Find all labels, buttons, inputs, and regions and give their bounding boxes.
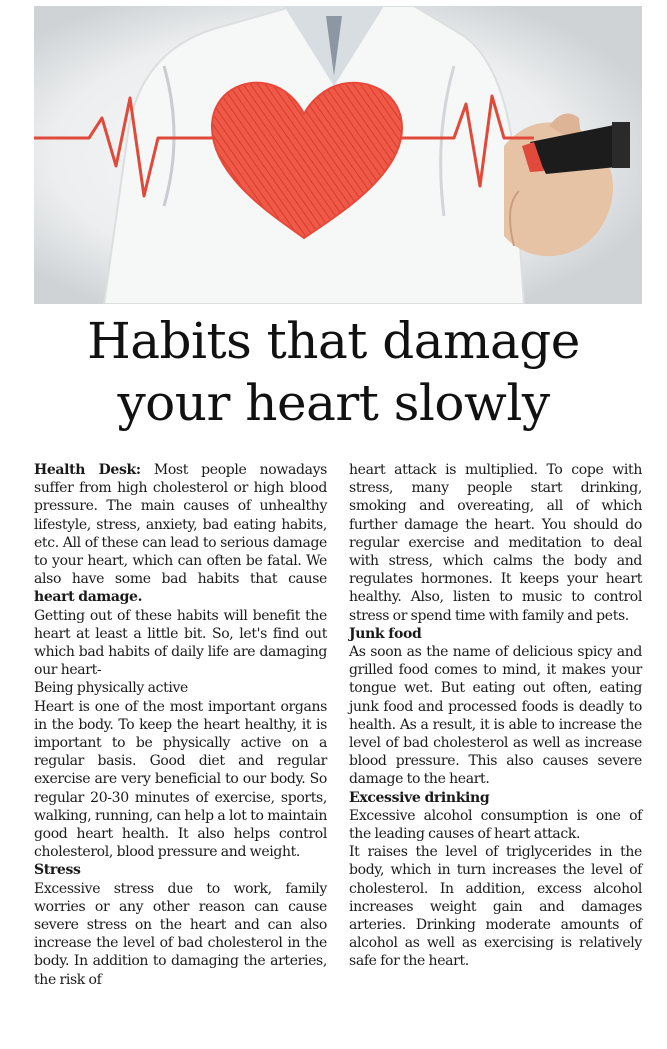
headline-line-1: Habits that damage [87, 312, 580, 370]
subheading-junk-food: Junk food [349, 625, 422, 642]
hero-illustration [34, 6, 642, 304]
intro-lead: Health Desk: [34, 462, 141, 478]
intro-paragraph [34, 461, 327, 607]
article-body [34, 461, 642, 1041]
article-column-right [349, 461, 642, 1041]
headline [0, 310, 667, 434]
paragraph-drinking-part2: It raises the level of triglycerides in the body, which in turn increases the level of cholesterol. In addition, excess alcohol increases weight gain and damages arteries. Drinking moderate amounts of alcohol as well as exercising is relatively safe for the heart. [349, 844, 642, 970]
paragraph-bad-habits: Getting out of these habits will benefit the heart at least a little bit. So, let's find out which bad habits of daily life are damaging our heart- [34, 607, 327, 679]
paragraph-physically-active: Heart is one of the most important organs in the body. To keep the heart healthy, it is important to be physically active on a regular basis. Good diet and regular exercise are very beneficial to our body. So regular 20-30 minutes of exercise, sports, walking, running, can help a lot to maintain good heart health. It also helps control cholesterol, blood pressure and weight. [34, 698, 327, 861]
paragraph-drinking-part1: Excessive alcohol consumption is one of the leading causes of heart attack. [349, 807, 642, 843]
hero-image [34, 6, 642, 304]
subheading-physically-active: Being physically active [34, 680, 188, 697]
intro-text: Most people nowadays suffer from high cholesterol or high blood pressure. The main causes of unhealthy lifestyle, stress, anxiety, bad eating habits, etc. All of these can lead to serious damage to your heart, which can often be fatal. We also have some bad habits that cause [34, 462, 327, 588]
paragraph-stress-part1: Excessive stress due to work, family worries or any other reason can cause severe stress on the heart and can also increase the level of bad cholesterol in the body. In addition to damaging the arteries, the risk of [34, 880, 327, 988]
intro-bold: heart damage. [34, 589, 143, 606]
paragraph-junk-food: As soon as the name of delicious spicy and grilled food comes to mind, it makes your tongue wet. But eating out often, eating junk food and processed foods is deadly to health. As a result, it is able to increase the level of bad cholesterol as well as increase blood pressure. This also causes severe damage to the heart. [349, 644, 642, 788]
headline-line-2: your heart slowly [117, 374, 550, 432]
paragraph-stress-part2: heart attack is multiplied. To cope with stress, many people start drinking, smoking and overeating, all of which further damage the heart. You should do regular exercise and meditation to deal with stress, which calms the body and regulates hormones. It keeps your heart healthy. Also, listen to music to control stress or spend time with family and pets. [349, 462, 642, 624]
subheading-excessive-drinking: Excessive drinking [349, 789, 490, 806]
article-column-left [34, 461, 327, 1041]
subheading-stress: Stress [34, 862, 81, 879]
